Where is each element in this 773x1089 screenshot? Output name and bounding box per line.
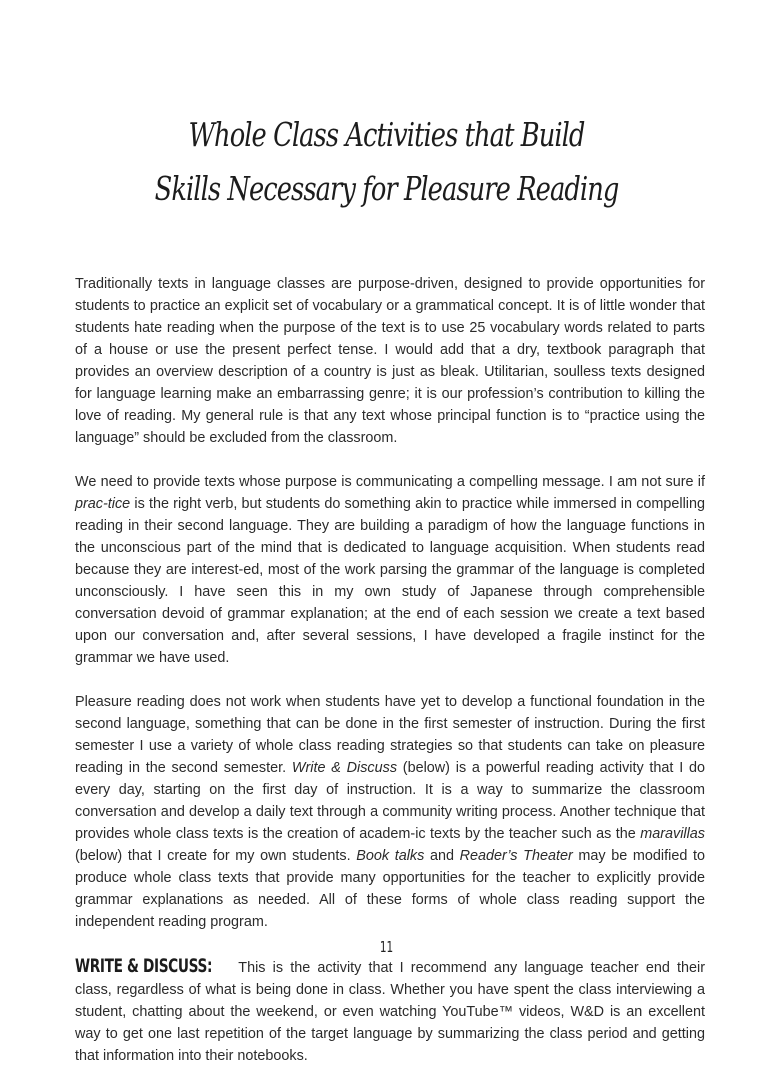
emphasis-book-talks: Book talks	[356, 848, 425, 864]
paragraph-3	[75, 691, 705, 933]
page-title	[85, 108, 688, 216]
emphasis-practice: prac-tice	[75, 496, 131, 512]
paragraph-3-text-c: (below) that I create for my own students.	[75, 848, 357, 864]
paragraph-3-text-e: may be modified to produce whole class texts that provide many opportunities for the teacher to explicitly provide grammar explanations as needed. All of these forms of whole class reading support the independent reading program.	[75, 848, 705, 930]
paragraph-3-text: Pleasure reading does not work when students have yet to develop a functional foundation in the second language, something that can be done in the first semester of instruction. During the first semester I use a variety of whole class reading strategies so that students can take on pleasure reading in the second semester.	[75, 694, 705, 776]
paragraph-2	[75, 471, 705, 669]
page-number: 11	[379, 938, 394, 956]
paragraph-1: Traditionally texts in language classes are purpose-driven, designed to provide opportunities for students to practice an explicit set of vocabulary or a grammatical concept. It is of little wonder that students hate reading when the purpose of the text is to use 25 vocabulary words related to parts of a house or use the present perfect tense. I would add that a dry, textbook paragraph that provides an overview description of a country is just as bleak. Utilitarian, soulless texts designed for language learning make an embarrassing genre; it is our profession’s contribution to killing the love of reading. My general rule is that any text whose principal function is to “practice using the language” should be excluded from the classroom.	[75, 276, 705, 446]
paragraph-4	[75, 955, 705, 1067]
paragraph-3-text-b: (below) is a powerful reading activity that I do every day, starting on the first day of instruction. It is a way to summarize the classroom conversation and develop a daily text through a community writing process. Another technique that provides whole class texts is the creation of academ-ic texts by the teacher such as the	[75, 760, 705, 842]
emphasis-readers-theater: Reader’s Theater	[459, 848, 573, 864]
paragraph-4-text: This is the activity that I recommend any language teacher end their class, regardless of what is being done in class. Whether you have spent the class interviewing a student, chatting about the weekend, or even watching YouTube™ videos, W&D is an excellent way to get one last repetition of the target language by summarizing the class period and getting that information into their notebooks.	[75, 960, 705, 1064]
section-label-write-discuss: WRITE & DISCUSS:	[75, 955, 213, 977]
title-line-2: Skills Necessary for Pleasure Reading	[154, 169, 619, 208]
paragraph-3-text-d: and	[424, 848, 460, 864]
title-line-1: Whole Class Activities that Build	[188, 115, 585, 154]
paragraph-2-text: We need to provide texts whose purpose is communicating a compelling message. I am not sure if	[75, 474, 705, 490]
emphasis-maravillas: maravillas	[640, 826, 705, 842]
emphasis-write-discuss: Write & Discuss	[291, 760, 398, 776]
body-text	[75, 273, 705, 1089]
paragraph-2-text-cont: is the right verb, but students do something akin to practice while immersed in compelling reading in their second language. They are building a paradigm of how the language functions in the unconscious part of the mind that is dedicated to language acquisition. When students read because they are interest-ed, most of the work parsing the grammar of the language is completed unconsciously. I have seen this in my own study of Japanese through comprehensible conversation devoid of grammar explanation; at the end of each session we create a text based upon our conversation and, after several sessions, I have developed a fragile instinct for the grammar we have used.	[75, 496, 705, 666]
